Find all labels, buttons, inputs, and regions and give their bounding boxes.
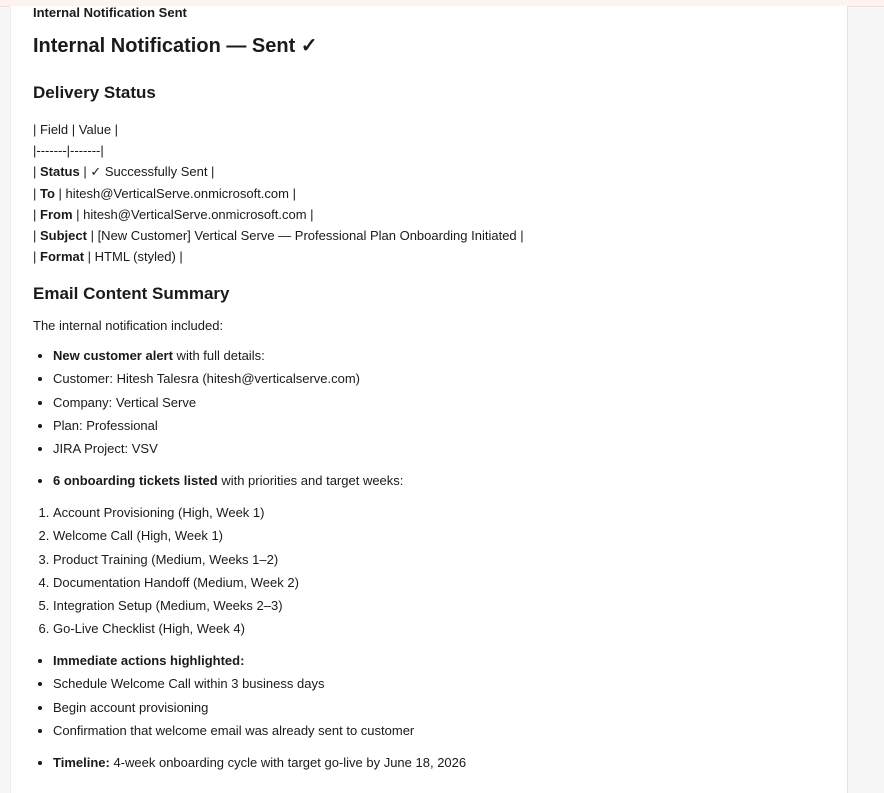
page-title: Internal Notification — Sent ✓ [33, 35, 318, 57]
table-row: | From | hitesh@VerticalServe.onmicrosoft.com | [33, 206, 314, 222]
table-separator-line: |-------|-------| [33, 143, 104, 159]
table-row: | Format | HTML (styled) | [33, 249, 183, 265]
ticket-item: 4. Documentation Handoff (Medium, Week 2) [53, 571, 299, 594]
field-label: To [40, 185, 55, 201]
ticket-item: 5. Integration Setup (Medium, Weeks 2–3) [53, 594, 299, 617]
message-content [33, 6, 833, 770]
actions-list [33, 649, 414, 742]
timeline-list [33, 751, 466, 774]
list-item: • New customer alert with full details: [53, 344, 360, 367]
header-title: Internal Notification Sent [33, 6, 187, 20]
list-item: • Timeline: 4-week onboarding cycle with target go-live by June 18, 2026 [53, 751, 466, 774]
field-value: | hitesh@VerticalServe.onmicrosoft.com | [54, 185, 296, 201]
delivery-status-heading: Delivery Status [33, 83, 156, 102]
list-item: • Begin account provisioning [53, 696, 414, 719]
list-item: • Company: Vertical Serve [53, 391, 360, 414]
list-item: • JIRA Project: VSV [53, 437, 360, 460]
list-item: • Customer: Hitesh Talesra (hitesh@verticalserve.com) [53, 367, 360, 390]
summary-intro: The internal notification included: [33, 318, 224, 333]
table-row: | Subject | [New Customer] Vertical Serve — Professional Plan Onboarding Initiated | [33, 227, 524, 243]
ticket-item: 6. Go-Live Checklist (High, Week 4) [53, 617, 299, 640]
field-label: Format [40, 249, 85, 265]
list-item: • Immediate actions highlighted: [53, 649, 414, 672]
field-value: | ✓ Successfully Sent | [79, 164, 215, 180]
list-item: • Confirmation that welcome email was already sent to customer [53, 719, 414, 742]
table-row: | Status | ✓ Successfully Sent | [33, 164, 215, 180]
field-label: From [40, 206, 73, 222]
table-row: | To | hitesh@VerticalServe.onmicrosoft.com | [33, 185, 296, 201]
email-content-summary-heading: Email Content Summary [33, 284, 230, 303]
list-item: • Plan: Professional [53, 414, 360, 437]
field-value: | HTML (styled) | [84, 249, 183, 265]
tickets-ordered-list [33, 501, 299, 641]
ticket-item: 1. Account Provisioning (High, Week 1) [53, 501, 299, 524]
field-label: Subject [40, 227, 87, 243]
message-panel [10, 6, 848, 793]
tickets-list [33, 469, 403, 492]
ticket-item: 2. Welcome Call (High, Week 1) [53, 524, 299, 547]
field-value: | hitesh@VerticalServe.onmicrosoft.com | [72, 206, 314, 222]
list-item: • Schedule Welcome Call within 3 business days [53, 672, 414, 695]
ticket-item: 3. Product Training (Medium, Weeks 1–2) [53, 548, 299, 571]
delivery-status-table [33, 119, 524, 267]
list-item: • 6 onboarding tickets listed with priorities and target weeks: [53, 469, 403, 492]
field-value: | [New Customer] Vertical Serve — Professional Plan Onboarding Initiated | [86, 227, 524, 243]
alert-list [33, 344, 360, 460]
field-label: Status [40, 164, 80, 180]
table-header-line: | Field | Value | [33, 122, 119, 137]
